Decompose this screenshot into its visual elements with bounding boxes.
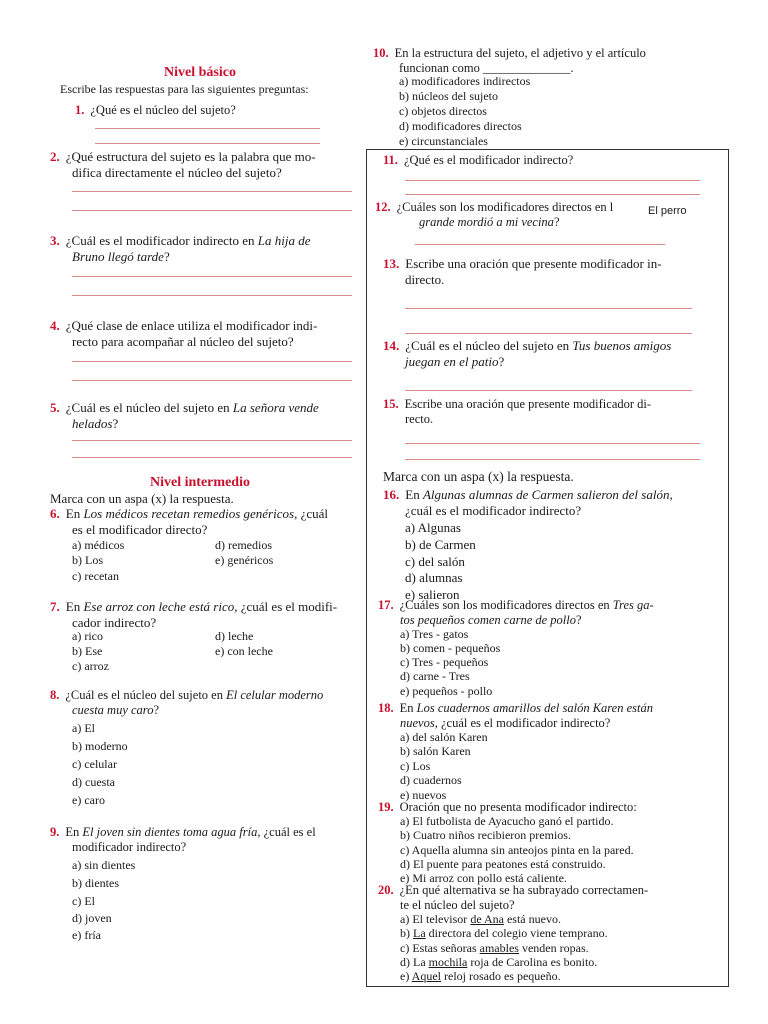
option[interactable]: a) del salón Karen [400, 730, 488, 744]
option[interactable]: e) caro [72, 793, 105, 807]
option[interactable]: d) cuesta [72, 775, 115, 789]
option[interactable] [400, 926, 608, 941]
option[interactable]: b) moderno [72, 739, 128, 753]
answer-line[interactable] [405, 308, 692, 309]
basic-level-heading: Nivel básico [164, 65, 236, 80]
question-number: 9. [50, 825, 60, 839]
option[interactable]: b) comen - pequeños [400, 641, 501, 655]
question-text: , ¿cuál es el modifi- [234, 599, 338, 614]
underlined-word: Aquel [411, 969, 441, 983]
question-text: difica directamente el núcleo del sujeto? [72, 164, 282, 180]
answer-line[interactable] [415, 244, 665, 245]
option[interactable]: e) con leche [215, 644, 273, 658]
answer-line[interactable] [405, 180, 700, 181]
question-text: ¿cuál es el modificador indirecto? [405, 502, 582, 518]
option[interactable] [400, 912, 561, 927]
answer-line[interactable] [72, 210, 352, 211]
question-example: cuesta muy caro [72, 703, 154, 717]
option[interactable]: c) Aquella alumna sin anteojos pinta en la pared. [400, 843, 634, 857]
question-example: helados [72, 415, 113, 431]
question-text: ¿Cuál es el núcleo del sujeto en [65, 688, 227, 702]
question-text: ? [112, 415, 119, 431]
option[interactable] [400, 969, 561, 984]
option[interactable]: c) El [72, 894, 95, 908]
question-text: En [65, 825, 83, 839]
question-text: ? [498, 353, 505, 369]
option[interactable]: c) celular [72, 757, 117, 771]
question-text: cador indirecto? [72, 614, 157, 630]
question-number: 3. [50, 233, 60, 248]
question-example: Bruno llegó tarde [72, 248, 164, 264]
option[interactable]: b) Ese [72, 644, 103, 658]
question-text: ¿Cuáles son los modificadores directos en [399, 598, 613, 612]
option-text: c) Estas señoras [400, 941, 480, 955]
option[interactable] [400, 941, 589, 956]
question-4 [50, 318, 362, 349]
option[interactable]: c) Tres - pequeños [400, 655, 489, 669]
question-text: funcionan como ______________. [399, 61, 574, 75]
question-text: ? [553, 215, 560, 229]
question-text: ? [163, 248, 170, 264]
option-text: está nuevo. [503, 912, 561, 926]
question-text: ¿Qué clase de enlace utiliza el modificador indi- [65, 318, 318, 333]
option-text: roja de Carolina es bonito. [467, 955, 598, 969]
question-text: En [65, 599, 84, 614]
question-11 [383, 153, 573, 168]
question-example: Ese arroz con leche está rico [83, 599, 235, 614]
option[interactable]: a) modificadores indirectos [399, 74, 531, 88]
option[interactable]: b) de Carmen [405, 537, 476, 552]
option[interactable]: d) El puente para peatones está construido. [400, 857, 606, 871]
question-16 [383, 487, 723, 518]
intermediate-instruction: Marca con un aspa (x) la respuesta. [50, 491, 234, 506]
question-number: 5. [50, 400, 60, 415]
option[interactable]: b) Cuatro niños recibieron premios. [400, 828, 571, 842]
question-example: El joven sin dientes toma agua fría [82, 825, 258, 839]
option[interactable]: e) circunstanciales [399, 134, 488, 148]
option[interactable] [400, 955, 597, 970]
option-text: e) [400, 969, 412, 983]
question-number: 4. [50, 318, 60, 333]
answer-line[interactable] [72, 295, 352, 296]
question-3 [50, 233, 362, 264]
question-number: 8. [50, 688, 60, 702]
question-8 [50, 688, 362, 718]
option[interactable]: d) leche [215, 629, 254, 643]
answer-line[interactable] [72, 457, 352, 458]
option[interactable]: a) Tres - gatos [400, 627, 469, 641]
question-text: Escribe una oración que presente modificador in- [405, 256, 662, 271]
question-example: El celular moderno [226, 688, 324, 702]
option[interactable]: d) remedios [215, 538, 272, 552]
question-7 [50, 599, 362, 630]
option[interactable]: e) Mi arroz con pollo está caliente. [400, 871, 567, 885]
question-text: te el núcleo del sujeto? [400, 898, 515, 912]
question-text: ¿Cuáles son los modificadores directos en [396, 200, 607, 214]
option[interactable]: d) joven [72, 911, 112, 925]
option[interactable]: e) fría [72, 928, 101, 942]
basic-instruction: Escribe las respuestas para las siguientes preguntas: [60, 82, 309, 96]
answer-line[interactable] [72, 361, 352, 362]
question-example: Algunas alumnas de Carmen salieron del salón [422, 487, 670, 502]
question-number: 14. [383, 338, 400, 353]
question-text: recto. [405, 412, 434, 426]
option[interactable]: e) salieron [405, 587, 460, 602]
question-18 [378, 701, 723, 731]
question-text: ¿Cuál es el núcleo del sujeto en [65, 400, 233, 415]
question-6 [50, 506, 362, 537]
question-9 [50, 825, 362, 855]
question-number: 11. [383, 153, 398, 167]
question-example: juegan en el patio [405, 353, 499, 369]
option[interactable]: b) salón Karen [400, 744, 471, 758]
answer-line[interactable] [95, 128, 320, 129]
question-number: 15. [383, 397, 399, 411]
answer-line[interactable] [405, 194, 700, 195]
option[interactable]: e) pequeños - pollo [400, 684, 493, 698]
question-text: ? [153, 703, 160, 717]
answer-line[interactable] [72, 191, 352, 192]
question-number: 2. [50, 149, 60, 164]
question-text: l [609, 200, 614, 214]
answer-line[interactable] [405, 333, 692, 334]
question-example: Tres ga- [612, 598, 654, 612]
question-example: Los cuadernos amarillos del salón Karen están [416, 701, 653, 715]
option-text: directora del colegio viene temprano. [425, 926, 608, 940]
question-text: ¿Cuál es el núcleo del sujeto en [405, 338, 573, 353]
question-example: La hija de [257, 233, 311, 248]
intermediate-level-heading: Nivel intermedio [150, 475, 250, 490]
option[interactable]: e) genéricos [215, 553, 274, 567]
question-text: , ¿cuál [294, 506, 328, 521]
question-example: grande mordió a mi vecina [419, 215, 554, 229]
option[interactable]: a) El futbolista de Ayacucho ganó el partido. [400, 814, 614, 828]
question-number: 20. [378, 883, 394, 897]
option[interactable]: c) arroz [72, 659, 109, 673]
question-13 [383, 256, 723, 287]
question-example: Tus buenos amigos [572, 338, 672, 353]
option[interactable]: d) cuadernos [400, 773, 462, 787]
option[interactable]: d) carne - Tres [400, 669, 470, 683]
question-number: 7. [50, 599, 60, 614]
question-number: 19. [378, 800, 394, 814]
question-example: tos pequeños comen carne de pollo [400, 613, 577, 627]
question-17 [378, 598, 723, 628]
option[interactable]: c) objetos directos [399, 104, 487, 118]
underlined-word: mochila [428, 955, 468, 969]
question-text: Oración que no presenta modificador indirecto: [399, 800, 637, 814]
question-5 [50, 400, 362, 431]
question-text: ¿Qué es el núcleo del sujeto? [90, 103, 236, 117]
question-text: directo. [405, 271, 445, 287]
question-text: ¿Cuál es el modificador indirecto en [65, 233, 258, 248]
option[interactable]: a) médicos [72, 538, 125, 552]
answer-line[interactable] [405, 443, 700, 444]
question-20 [378, 883, 723, 913]
question-example: Los médicos recetan remedios genéricos [83, 506, 295, 521]
option[interactable]: b) Los [72, 553, 103, 567]
box-instruction: Marca con un aspa (x) la respuesta. [383, 469, 574, 484]
option[interactable]: a) sin dientes [72, 858, 136, 872]
option[interactable]: c) recetan [72, 569, 119, 583]
option[interactable]: c) Los [400, 759, 431, 773]
question-example: La señora vende [232, 400, 319, 415]
option-text: a) El televisor [400, 912, 471, 926]
text-overlay: El perro [648, 205, 687, 217]
question-number: 13. [383, 256, 400, 271]
question-number: 6. [50, 506, 60, 521]
answer-line[interactable] [72, 380, 352, 381]
question-1 [75, 103, 236, 118]
option[interactable]: a) El [72, 721, 95, 735]
question-text: , ¿cuál es el [257, 825, 316, 839]
question-number: 10. [373, 46, 389, 60]
question-text: ¿Qué estructura del sujeto es la palabra que mo- [65, 149, 316, 164]
option[interactable]: d) alumnas [405, 570, 463, 585]
option[interactable]: e) nuevos [400, 788, 447, 802]
option[interactable]: d) modificadores directos [399, 119, 522, 133]
question-number: 18. [378, 701, 394, 715]
question-text: ¿En qué alternativa se ha subrayado correctamen- [399, 883, 649, 897]
option[interactable]: c) del salón [405, 554, 465, 569]
answer-line[interactable] [72, 440, 352, 441]
option[interactable]: a) Algunas [405, 520, 461, 535]
question-2 [50, 149, 362, 180]
option-text: reloj rosado es pequeño. [441, 969, 561, 983]
question-text: modificador indirecto? [72, 840, 187, 854]
underlined-word: de Ana [470, 912, 504, 926]
question-text: En la estructura del sujeto, el adjetivo y el artículo [394, 46, 646, 60]
question-15 [383, 397, 723, 427]
question-text: En [405, 487, 423, 502]
question-example: nuevos [400, 716, 435, 730]
question-text: , ¿cuál es el modificador indirecto? [434, 716, 611, 730]
option[interactable]: b) núcleos del sujeto [399, 89, 498, 103]
answer-line[interactable] [405, 459, 700, 460]
option-text: b) [400, 926, 413, 940]
question-number: 1. [75, 103, 85, 117]
answer-line[interactable] [72, 276, 352, 277]
question-text: ¿Qué es el modificador indirecto? [403, 153, 574, 167]
option-text: venden ropas. [518, 941, 589, 955]
question-number: 16. [383, 487, 400, 502]
option[interactable]: b) dientes [72, 876, 119, 890]
question-text: es el modificador directo? [72, 521, 208, 537]
option[interactable]: a) rico [72, 629, 103, 643]
question-text: En [399, 701, 417, 715]
question-14 [383, 338, 723, 369]
question-text: En [65, 506, 84, 521]
option-text: d) La [400, 955, 429, 969]
question-10 [373, 46, 733, 76]
question-text: Escribe una oración que presente modificador di- [404, 397, 652, 411]
question-text: ? [576, 613, 582, 627]
answer-line[interactable] [95, 143, 320, 144]
question-19 [378, 800, 723, 815]
underlined-word: amables [479, 941, 519, 955]
underlined-word: La [413, 926, 426, 940]
question-text: , [669, 487, 673, 502]
question-number: 17. [378, 598, 394, 612]
answer-line[interactable] [405, 390, 692, 391]
question-text: recto para acompañar al núcleo del sujeto? [72, 333, 294, 349]
question-number: 12. [375, 200, 391, 214]
